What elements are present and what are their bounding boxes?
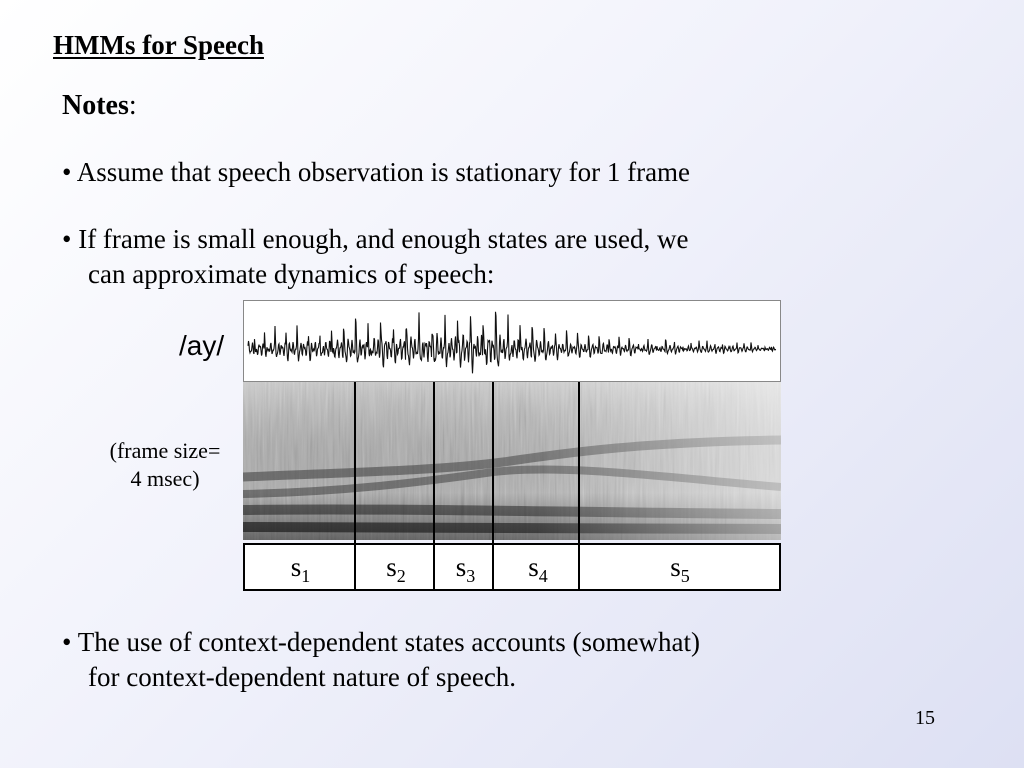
waveform-graphic xyxy=(244,301,780,381)
slide-title: HMMs for Speech xyxy=(53,30,264,60)
frame-note-line: (frame size= xyxy=(109,438,221,463)
bullet-line-continuation: for context-dependent nature of speech. xyxy=(88,662,517,692)
state-row xyxy=(243,543,781,591)
state-s5-subscript: 5 xyxy=(680,566,690,586)
bullet-line-continuation: can approximate dynamics of speech: xyxy=(88,259,495,289)
state-s1-subscript: 1 xyxy=(301,566,311,586)
waveform-trace xyxy=(248,312,776,374)
state-s1-base: s xyxy=(290,552,302,582)
state-s3-subscript: 3 xyxy=(466,566,476,586)
state-boundary xyxy=(578,382,580,589)
state-s4-subscript: 4 xyxy=(538,566,548,586)
state-s2-base: s xyxy=(386,552,397,582)
frame-note-line: 4 msec) xyxy=(130,466,200,491)
state-s4-base: s xyxy=(528,552,539,582)
state-s5-base: s xyxy=(670,552,681,582)
page-number: 15 xyxy=(915,707,935,729)
state-s2 xyxy=(356,545,436,589)
bullet-line: • If frame is small enough, and enough states are used, we xyxy=(62,224,689,254)
state-s3 xyxy=(436,545,495,589)
spectrogram-panel xyxy=(243,382,781,540)
state-s4 xyxy=(495,545,581,589)
notes-heading xyxy=(62,90,137,122)
speech-figure xyxy=(243,300,781,590)
waveform-panel xyxy=(243,300,781,382)
notes-label: Notes xyxy=(62,90,129,121)
bullet-context-dependent xyxy=(62,625,700,695)
frame-size-note xyxy=(90,437,240,493)
bullet-line: • The use of context-dependent states accounts (somewhat) xyxy=(62,627,700,657)
state-boundary xyxy=(433,382,435,589)
state-s1 xyxy=(245,545,356,589)
state-boundary xyxy=(492,382,494,589)
phoneme-label: /ay/ xyxy=(179,330,225,361)
bullet-stationary xyxy=(62,155,690,190)
notes-colon: : xyxy=(128,90,137,121)
bullet-frame-size xyxy=(62,222,689,292)
state-s2-subscript: 2 xyxy=(396,566,406,586)
state-boundary xyxy=(354,382,356,589)
spectrogram-graphic xyxy=(243,382,781,540)
bullet-line: • Assume that speech observation is stationary for 1 frame xyxy=(62,157,691,187)
state-s3-base: s xyxy=(455,552,467,582)
state-s5 xyxy=(581,545,779,589)
